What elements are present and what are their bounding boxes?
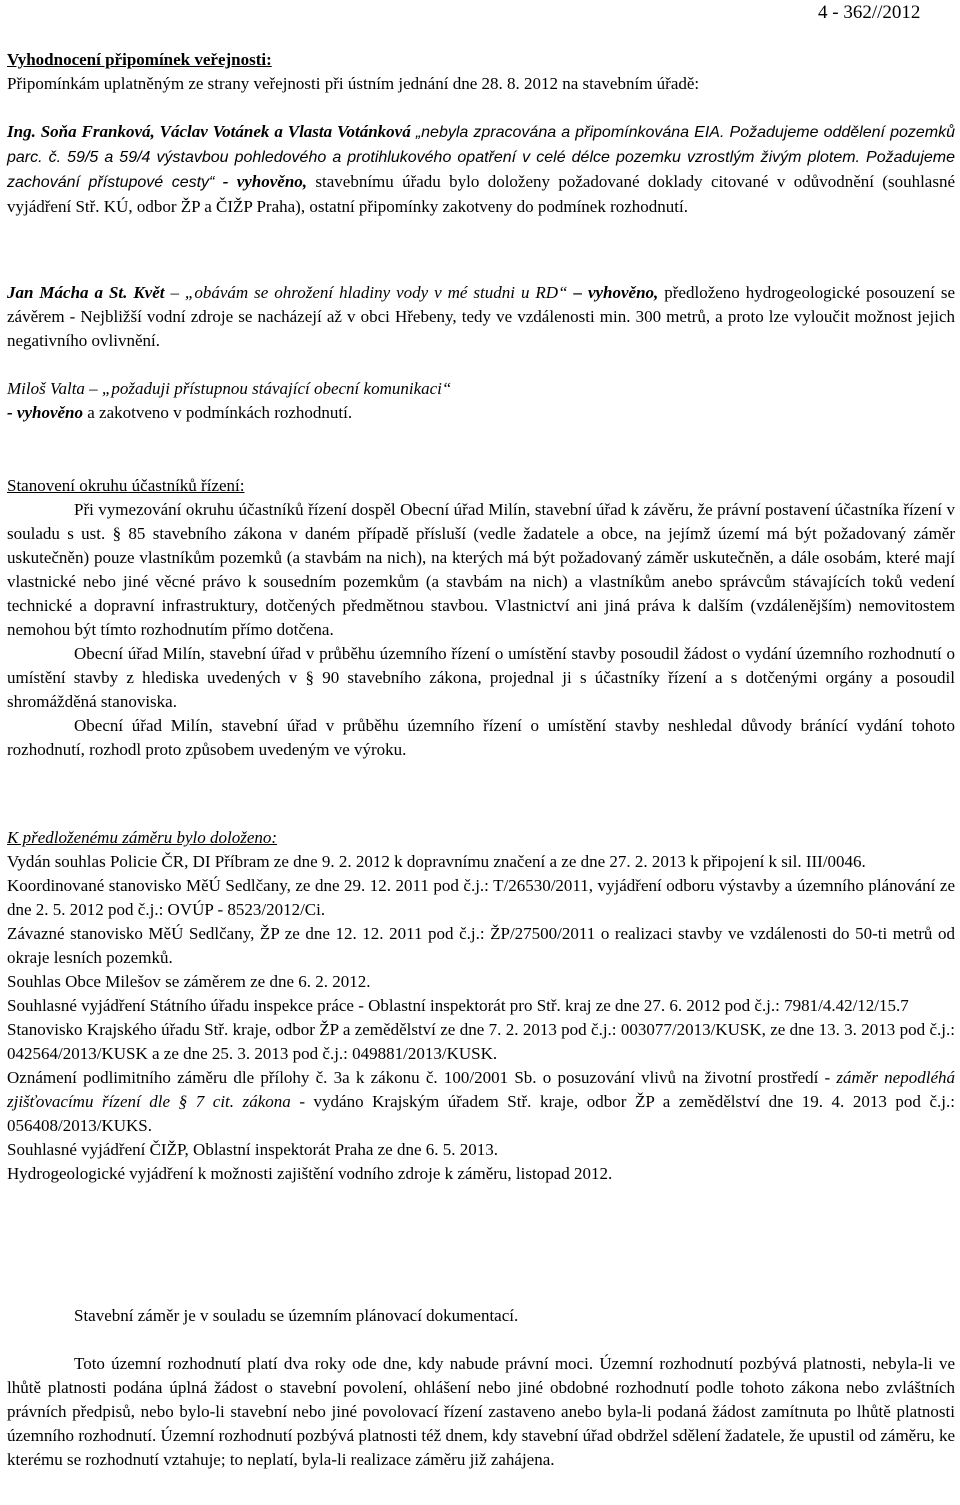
- document-1: Vydán souhlas Policie ČR, DI Příbram ze dne 9. 2. 2012 k dopravnímu značení a ze dne 27. 2. 2013 k připojení k sil. III/0046.: [7, 852, 866, 871]
- document-4: Souhlas Obce Milešov se záměrem ze dne 6. 2. 2012.: [7, 972, 371, 991]
- participants-section: [7, 474, 955, 762]
- document-3: Závazné stanovisko MěÚ Sedlčany, ŽP ze dne 12. 12. 2011 pod č.j.: ŽP/27500/2011 o realizaci stavby ve vzdálenosti do 50-ti metrů od okraje lesních pozemků.: [7, 924, 955, 967]
- objection-3-result-label: - vyhověno: [7, 403, 84, 422]
- objection-3-text: – „požaduji přístupnou stávající obecní komunikaci“: [84, 379, 452, 398]
- objection-1-result-text: stavebnímu úřadu bylo doloženy požadované doklady citované v odůvodnění (souhlasné vyjádření Stř. KÚ, odbor ŽP a ČIŽP Praha), ostatní připomínky zakotveny do podmínek rozhodnutí.: [7, 172, 955, 216]
- objection-3-name: Miloš Valta: [7, 379, 85, 398]
- final-para-1: Stavební záměr je v souladu se územním plánovací dokumentací.: [74, 1306, 519, 1325]
- documents-heading: K předloženému záměru bylo doloženo:: [7, 828, 278, 847]
- objection-2-result-text: předloženo hydrogeologické posouzení se závěrem - Nejbližší vodní zdroje se nacházejí až v obci Hřebeny, tedy ve vzdálenosti min. 300 metrů, a proto lze vyloučit možnost jejich negativního ovlivnění.: [7, 283, 956, 350]
- document-9: Hydrogeologické vyjádření k možnosti zajištění vodního zdroje k záměru, listopad 2012.: [7, 1164, 613, 1183]
- document-2: Koordinované stanovisko MěÚ Sedlčany, ze dne 29. 12. 2011 pod č.j.: T/26530/2011, vyjádření odboru výstavby a územního plánování ze dne 2. 5. 2012 pod č.j.: OVÚP - 8523/2012/Ci.: [7, 876, 955, 919]
- objection-3: [7, 377, 955, 425]
- objection-2-text: – „obávám se ohrožení hladiny vody v mé studni u RD“: [164, 283, 568, 302]
- document-7-italic: záměr nepodléhá zjišťovacímu řízení dle § 7 cit. zákona: [7, 1068, 955, 1111]
- final-statement-1: [7, 1304, 955, 1328]
- participants-para-3: Obecní úřad Milín, stavební úřad v průběhu územního řízení o umístění stavby neshledal důvody bránící vydání tohoto rozhodnutí, rozhodl proto způsobem uvedeným ve výroku.: [7, 716, 955, 759]
- final-statement-2: [7, 1352, 955, 1472]
- documents-section: [7, 826, 955, 1186]
- document-7: [7, 1066, 955, 1138]
- objection-1: [7, 120, 955, 219]
- objection-1-text: „nebyla zpracována a připomínkována EIA. Požadujeme oddělení pozemků parc. č. 59/5 a 59/4 výstavbou pohledového a protihlukového opatření v celé délce pozemku vzrostlým živým plotem. Požadujeme zachování přístupové cesty“: [7, 124, 955, 191]
- participants-para-1: Při vymezování okruhu účastníků řízení dospěl Obecní úřad Milín, stavební úřad k závěru, že právní postavení účastníka řízení v souladu s ust. § 85 stavebního zákona v daném případě přísluší (vedle žadatele a obce, na jejímž území má být požadovaný záměr uskutečněn) pouze vlastníkům pozemků (a stavbám na nich), na kterých má být požadovaný záměr uskutečněn, a dále osobám, které mají vlastnické nebo jiné věcné právo k sousedním pozemkům (a stavbám na nich) a vlastníkům anebo správcům stávajících toků vedení technické a dopravní infrastruktury, dotčených předmětnou stavbou. Vlastnictví ani jiná práva k dalším (vzdálenějším) nemovitostem nemohou být tímto rozhodnutím přímo dotčena.: [7, 500, 955, 639]
- document-5: Souhlasné vyjádření Státního úřadu inspekce práce - Oblastní inspektorát pro Stř. kraj ze dne 27. 6. 2012 pod č.j.: 7981/4.42/12/15.7: [7, 996, 909, 1015]
- page-number: 4 - 362//2012: [818, 2, 921, 23]
- document-7-part-b: - vydáno Krajským úřadem Stř. kraje, odbor ŽP a zemědělství dne 19. 4. 2013 pod č.j.: 056408/2013/KUKS.: [7, 1092, 955, 1135]
- objection-2-names: Jan Mácha a St. Květ: [7, 283, 165, 302]
- participants-heading: Stanovení okruhu účastníků řízení:: [7, 476, 245, 495]
- document-6: Stanovisko Krajského úřadu Stř. kraje, odbor ŽP a zemědělství ze dne 7. 2. 2013 pod č.j.: 003077/2013/KUSK, ze dne 13. 3. 2013 pod č.j.: 042564/2013/KUSK a ze dne 25. 3. 2013 pod č.j.: 049881/2013/KUSK.: [7, 1020, 955, 1063]
- objection-3-result-text: a zakotveno v podmínkách rozhodnutí.: [83, 403, 353, 422]
- objection-2-result-label: – vyhověno,: [573, 283, 659, 302]
- objection-2: [7, 281, 955, 353]
- document-7-part-a: Oznámení podlimitního záměru dle přílohy č. 3a k zákonu č. 100/2001 Sb. o posuzování vlivů na životní prostředí -: [7, 1068, 837, 1087]
- objections-intro: Připomínkám uplatněným ze strany veřejnosti při ústním jednání dne 28. 8. 2012 na stavebním úřadě:: [7, 74, 700, 93]
- objections-heading: Vyhodnocení připomínek veřejnosti:: [7, 50, 272, 69]
- objections-section: [7, 48, 955, 96]
- objection-1-names: Ing. Soňa Franková, Václav Votánek a Vlasta Votánková: [7, 122, 411, 141]
- participants-para-2: Obecní úřad Milín, stavební úřad v průběhu územního řízení o umístění stavby posoudil žádost o vydání územního rozhodnutí o umístění stavby z hlediska uvedených v § 90 stavebního zákona, projednal ji s účastníky řízení a s dotčenými orgány a posoudil shromážděná stanoviska.: [7, 644, 955, 711]
- final-para-2: Toto územní rozhodnutí platí dva roky ode dne, kdy nabude právní moci. Územní rozhodnutí pozbývá platnosti, nebyla-li ve lhůtě platnosti podána úplná žádost o stavební povolení, ohlášení nebo jiné obdobné rozhodnutí podle tohoto zákona nebo zvláštních právních předpisů, nebo bylo-li stavební nebo jiné povolovací řízení zastaveno anebo byla-li podaná žádost zamítnuta po lhůtě platnosti územního rozhodnutí. Územní rozhodnutí pozbývá platnosti též dnem, kdy stavební úřad obdržel sdělení žadatele, že upustil od záměru, ke kterému se rozhodnutí vztahuje; to neplatí, byla-li realizace záměru již zahájena.: [7, 1354, 955, 1469]
- objection-1-result-label: - vyhověno,: [222, 172, 308, 191]
- document-8: Souhlasné vyjádření ČIŽP, Oblastní inspektorát Praha ze dne 6. 5. 2013.: [7, 1140, 499, 1159]
